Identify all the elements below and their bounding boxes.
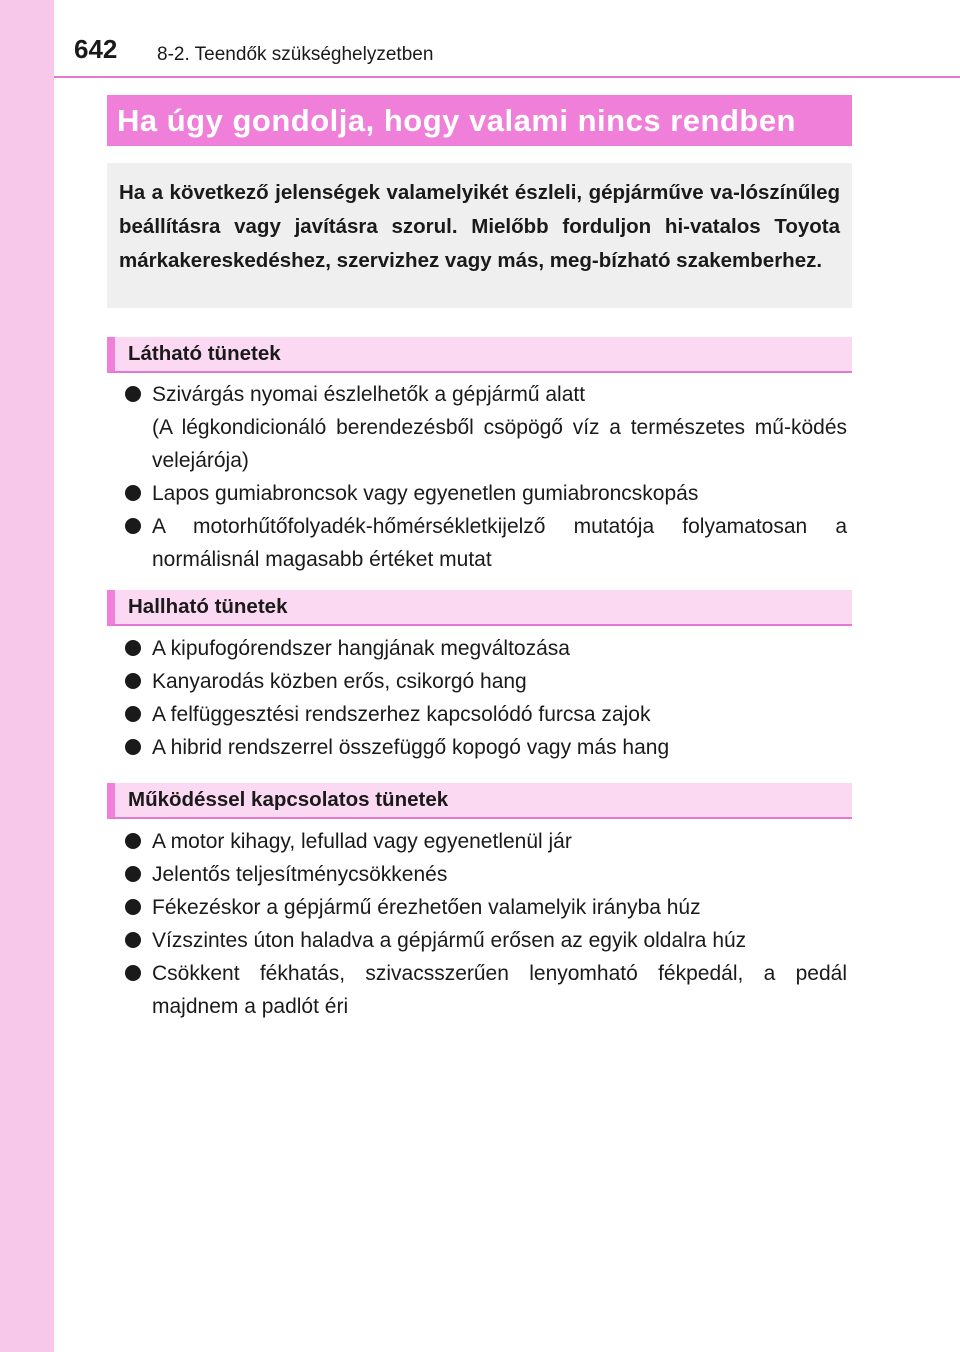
section-heading-audible bbox=[107, 590, 852, 626]
list-item bbox=[125, 858, 847, 891]
header-divider bbox=[54, 76, 960, 78]
bullet-icon bbox=[125, 485, 141, 501]
list-item-text: A felfüggesztési rendszerhez kapcsolódó furcsa zajok bbox=[152, 703, 651, 726]
bullet-icon bbox=[125, 965, 141, 981]
bullet-icon bbox=[125, 673, 141, 689]
intro-text: Ha a következő jelenségek valamelyikét észleli, gépjárműve va-lószínűleg beállításra vagy javításra szorul. Mielőbb forduljon hi-vatalos Toyota márkakereskedéshez, szervizhez vagy más, meg-bízható szakemberhez. bbox=[119, 181, 840, 272]
page-number: 642 bbox=[74, 34, 118, 64]
visible-symptoms-list bbox=[125, 378, 847, 576]
section-title: Működéssel kapcsolatos tünetek bbox=[128, 788, 449, 811]
bullet-icon bbox=[125, 386, 141, 402]
list-item-text: Csökkent fékhatás, szivacsszerűen lenyomható fékpedál, a pedál majdnem a padlót éri bbox=[152, 962, 847, 1018]
list-item bbox=[125, 825, 847, 858]
list-item bbox=[125, 891, 847, 924]
bullet-icon bbox=[125, 866, 141, 882]
bullet-icon bbox=[125, 899, 141, 915]
section-title: Hallható tünetek bbox=[128, 595, 288, 618]
list-item bbox=[125, 477, 847, 510]
list-item bbox=[125, 378, 847, 477]
bullet-icon bbox=[125, 640, 141, 656]
list-item-text: Szivárgás nyomai észlelhetők a gépjármű alatt bbox=[152, 383, 586, 406]
list-item bbox=[125, 731, 847, 764]
bullet-icon bbox=[125, 932, 141, 948]
list-item-text: A kipufogórendszer hangjának megváltozása bbox=[152, 637, 570, 660]
list-item bbox=[125, 632, 847, 665]
chapter-title: 8-2. Teendők szükséghelyzetben bbox=[157, 44, 434, 65]
list-item bbox=[125, 924, 847, 957]
intro-box bbox=[107, 163, 852, 308]
section-heading-operational bbox=[107, 783, 852, 819]
main-heading-text: Ha úgy gondolja, hogy valami nincs rendben bbox=[117, 102, 796, 138]
bullet-icon bbox=[125, 833, 141, 849]
list-item-text: Kanyarodás közben erős, csikorgó hang bbox=[152, 670, 527, 693]
main-heading bbox=[107, 95, 852, 146]
section-title: Látható tünetek bbox=[128, 342, 281, 365]
list-item-note: (A légkondicionáló berendezésből csöpögő víz a természetes mű-ködés velejárója) bbox=[152, 416, 847, 472]
bullet-icon bbox=[125, 739, 141, 755]
list-item-text: Lapos gumiabroncsok vagy egyenetlen gumiabroncskopás bbox=[152, 482, 699, 505]
list-item-text: Vízszintes úton haladva a gépjármű erősen az egyik oldalra húz bbox=[152, 929, 747, 952]
list-item bbox=[125, 698, 847, 731]
audible-symptoms-list bbox=[125, 632, 847, 764]
bullet-icon bbox=[125, 706, 141, 722]
side-color-band bbox=[0, 0, 54, 1352]
bullet-icon bbox=[125, 518, 141, 534]
section-heading-visible bbox=[107, 337, 852, 373]
operational-symptoms-list bbox=[125, 825, 847, 1023]
list-item bbox=[125, 665, 847, 698]
list-item bbox=[125, 510, 847, 576]
list-item bbox=[125, 957, 847, 1023]
list-item-text: A hibrid rendszerrel összefüggő kopogó vagy más hang bbox=[152, 736, 670, 759]
list-item-text: Jelentős teljesítménycsökkenés bbox=[152, 863, 448, 886]
list-item-text: Fékezéskor a gépjármű érezhetően valamelyik irányba húz bbox=[152, 896, 701, 919]
list-item-text: A motorhűtőfolyadék-hőmérsékletkijelző mutatója folyamatosan a normálisnál magasabb értéket mutat bbox=[152, 515, 847, 571]
list-item-text: A motor kihagy, lefullad vagy egyenetlenül jár bbox=[152, 830, 572, 853]
